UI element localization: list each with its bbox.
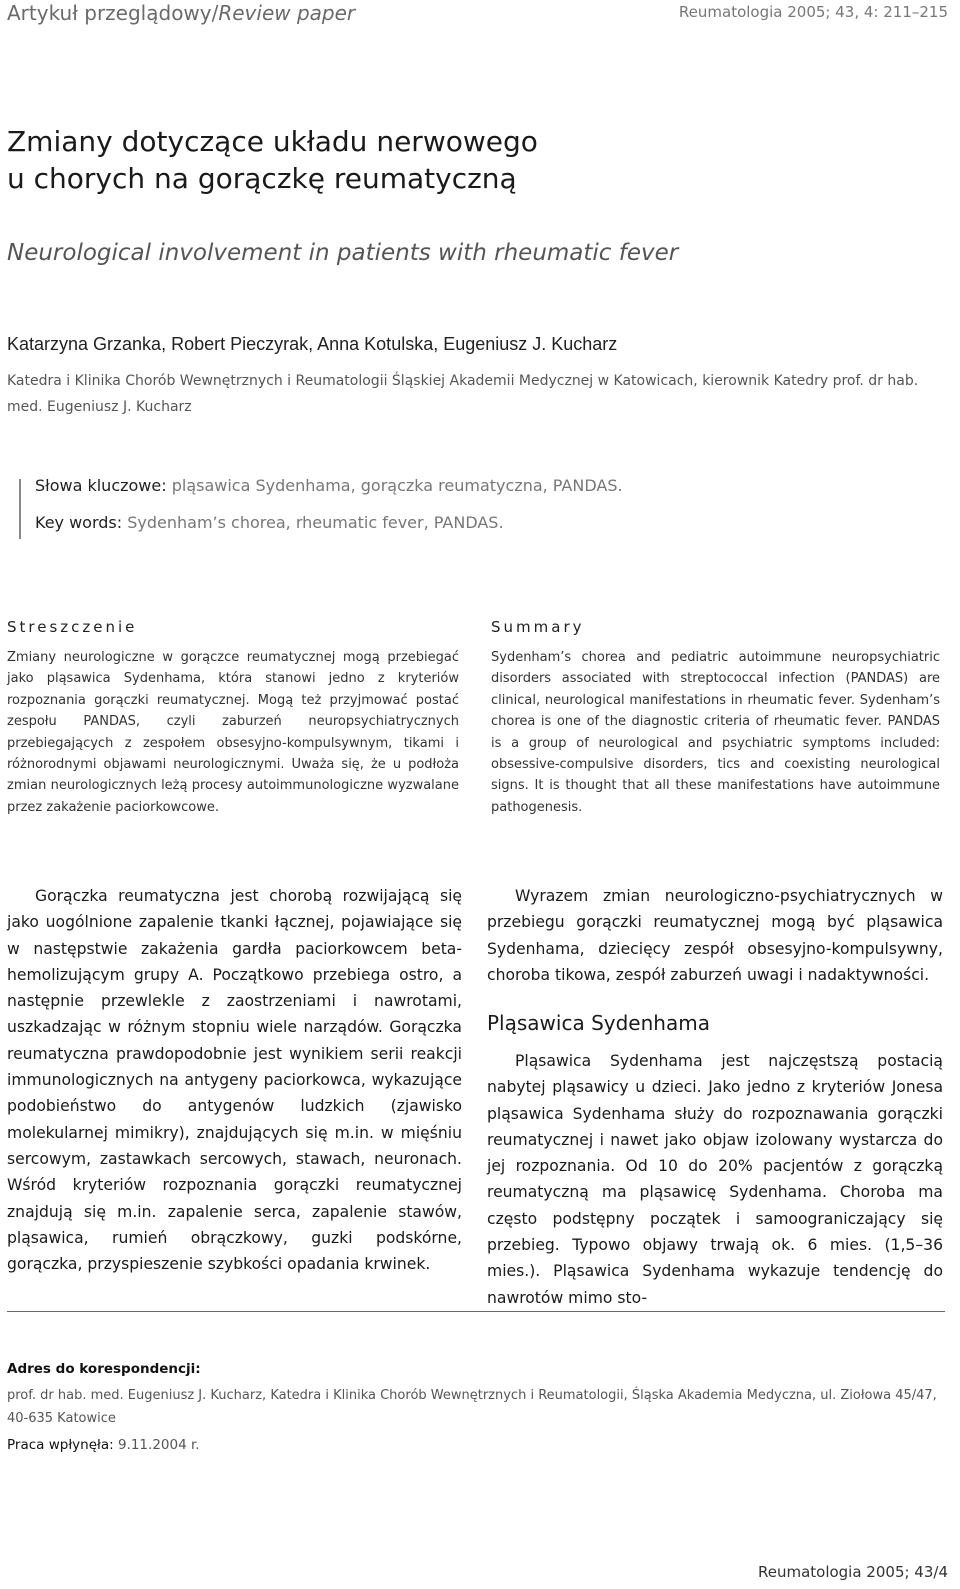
article-subtitle: Neurological involvement in patients with rheumatic fever (7, 240, 679, 266)
abstract-en-text: Sydenham’s chorea and pediatric autoimmune neuropsychiatric disorders associated with streptococcal infection (PANDAS) are clinical, neurological manifestations in rheumatic fever. Sydenham’s chorea is one of the diagnostic criteria of rheumatic fever. PANDAS is a group of neurological and psychiatric symptoms included: obsessive-compulsive disorders, tics and coexisting neurological signs. It is thought that all these manifestations have autoimmune pathogenesis. (491, 650, 940, 815)
received-label: Praca wpłynęła: (7, 1437, 114, 1453)
body-paragraph: Wyrazem zmian neurologiczno-psychiatrycznych w przebiegu gorączki reumatycznej mogą być pląsawica Sydenhama, dziecięcy zespół obsesyjno-kompulsywny, choroba tikowa, zespół zaburzeń uwagi i nadaktywności. (487, 887, 943, 984)
keywords-en (35, 511, 504, 535)
category-en: Review paper (218, 1, 356, 25)
received-date (7, 1434, 200, 1456)
keywords-en-label: Key words: (35, 513, 123, 532)
keywords-pl (35, 474, 623, 498)
footer-citation: Reumatologia 2005; 43/4 (757, 1563, 948, 1581)
correspondence-address: prof. dr hab. med. Eugeniusz J. Kucharz, Katedra i Klinika Chorób Wewnętrznych i Reumatologii, Śląska Akademia Medyczna, ul. Ziołowa 45/47, 40-635 Katowice (7, 1388, 937, 1426)
body-right-column-2 (487, 1048, 943, 1311)
correspondence-heading: Adres do korespondencji: (7, 1361, 201, 1377)
keywords-bar (19, 479, 21, 539)
title-line-2: u chorych na gorączkę reumatyczną (7, 162, 517, 195)
body-right-column (487, 883, 943, 988)
authors: Katarzyna Grzanka, Robert Pieczyrak, Anna Kotulska, Eugeniusz J. Kucharz (7, 334, 618, 354)
body-left-column (7, 883, 462, 1277)
section-heading: Pląsawica Sydenhama (487, 1011, 710, 1035)
abstract-pl-text: Zmiany neurologiczne w gorączce reumatycznej mogą przebiegać jako pląsawica Sydenhama, która stanowi jedno z kryteriów rozpoznania gorączki reumatycznej. Mogą też przyjmować postać zespołu PANDAS, czyli zaburzeń neuropsychiatrycznych przebiegających z zespołem obsesyjno-kompulsywnym, tikami i różnorodnymi objawami neurologicznymi. Uważa się, że u podłoża zmian neurologicznych leżą procesy autoimmunologiczne wyzwalane przez zakażenie paciorkowcowe. (7, 650, 459, 815)
journal-citation: Reumatologia 2005; 43, 4: 211–215 (678, 3, 948, 21)
abstract-en-heading: Summary (491, 618, 585, 636)
affiliation: Katedra i Klinika Chorób Wewnętrznych i Reumatologii Śląskiej Akademii Medycznej w Katowicach, kierownik Katedry prof. dr hab. med. Eugeniusz J. Kucharz (7, 373, 919, 415)
keywords-en-text: Sydenham’s chorea, rheumatic fever, PANDAS. (122, 513, 504, 532)
body-paragraph: Gorączka reumatyczna jest chorobą rozwijającą się jako uogólnione zapalenie tkanki łącznej, pojawiające się w następstwie zakażenia gardła paciorkowcem beta-hemolizującym grupy A. Początkowo przebiega ostro, a następnie przewlekle z zaostrzeniami i nawrotami, uszkadzając w różnym stopniu wiele narządów. Gorączka reumatyczna prawdopodobnie jest wynikiem serii reakcji immunologicznych na antygeny paciorkowca, wykazujące podobieństwo do antygenów ludzkich (zjawisko molekularnej mimikry), znajdujących się m.in. w mięśniu sercowym, zastawkach sercowych, stawach, neuronach. Wśród kryteriów rozpoznania gorączki reumatycznej znajdują się m.in. zapalenie serca, zapalenie stawów, pląsawica, rumień obrączkowy, guzki podskórne, gorączka, przyspieszenie szybkości opadania krwinek. (7, 887, 462, 1274)
body-paragraph: Pląsawica Sydenhama jest najczęstszą postacią nabytej pląsawicy u dzieci. Jako jedno z kryteriów Jonesa pląsawica Sydenhama służy do rozpoznawania gorączki reumatycznej i nawet jako objaw izolowany wystarcza do jej rozpoznania. Od 10 do 20% pacjentów z gorączką reumatyczną ma pląsawicę Sydenhama. Choroba ma często podstępny początek i samoograniczający się przebieg. Typowo objawy trwają ok. 6 mies. (1,5–36 mies.). Pląsawica Sydenhama wykazuje tendencję do nawrotów mimo sto- (487, 1052, 943, 1307)
journal-category (7, 0, 355, 26)
abstract-pl-heading: Streszczenie (7, 618, 138, 636)
keywords-pl-text: pląsawica Sydenhama, gorączka reumatyczna, PANDAS. (166, 476, 623, 495)
keywords-pl-label: Słowa kluczowe: (35, 476, 167, 495)
received-value: 9.11.2004 r. (113, 1437, 200, 1453)
category-pl: Artykuł przeglądowy/ (7, 1, 219, 25)
title-line-1: Zmiany dotyczące układu nerwowego (7, 125, 538, 158)
article-title (7, 123, 907, 197)
divider (7, 1311, 945, 1312)
